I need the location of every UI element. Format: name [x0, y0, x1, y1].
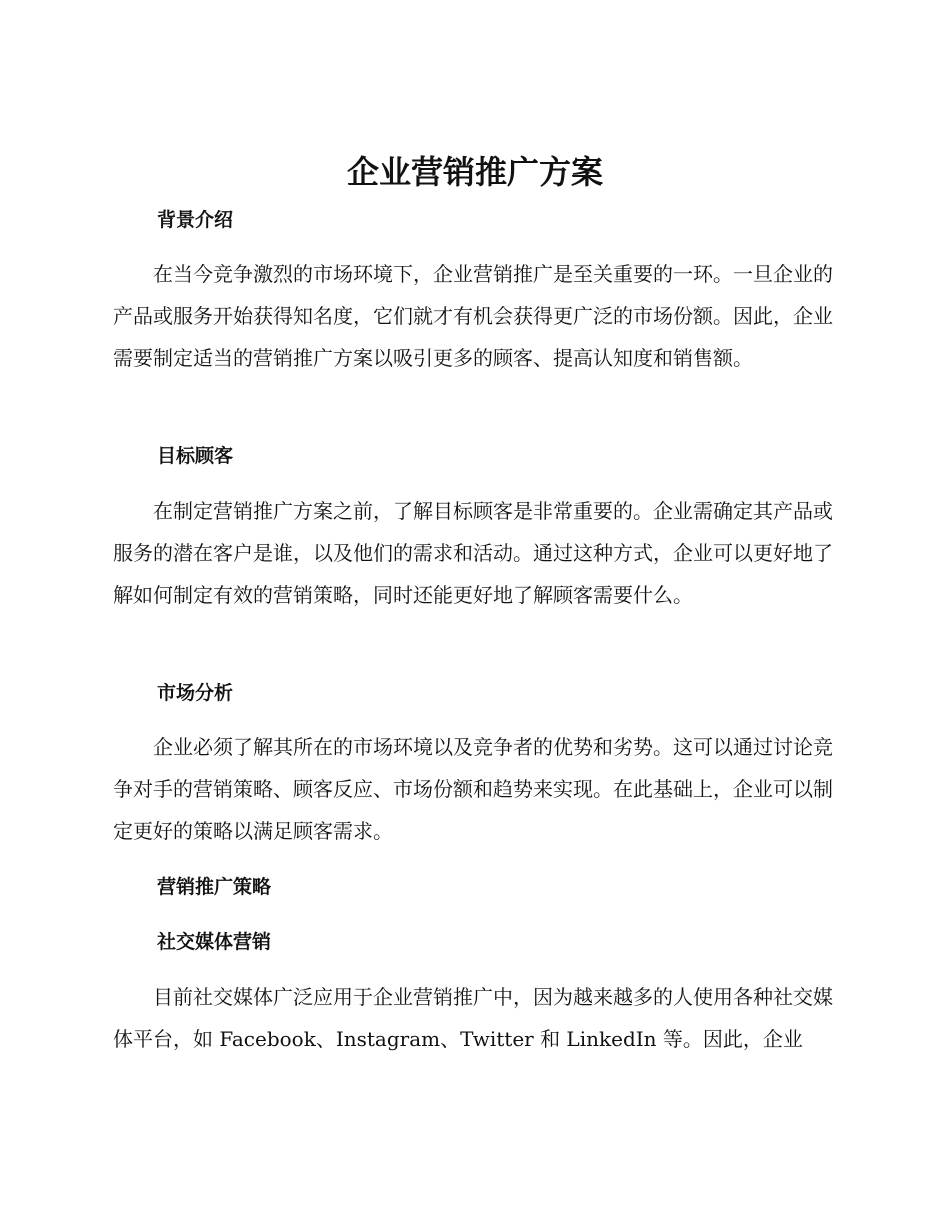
page-title: 企业营销推广方案: [346, 153, 603, 191]
section-paragraph-target-customers: 在制定营销推广方案之前，了解目标顾客是非常重要的。企业需确定其产品或服务的潜在客户是谁，以及他们的需求和活动。通过这种方式，企业可以更好地了解如何制定有效的营销策略，同时还能更好地了解顾客需要什么。: [113, 499, 833, 607]
section-heading-marketing-strategy: 营销推广策略: [157, 876, 272, 898]
section-heading-background: 背景介绍: [157, 209, 234, 231]
section-heading-market-analysis: 市场分析: [157, 682, 234, 704]
section-paragraph-market-analysis: 企业必须了解其所在的市场环境以及竞争者的优势和劣势。这可以通过讨论竞争对手的营销策略、顾客反应、市场份额和趋势来实现。在此基础上，企业可以制定更好的策略以满足顾客需求。: [113, 735, 833, 843]
section-paragraph-social-media: 目前社交媒体广泛应用于企业营销推广中，因为越来越多的人使用各种社交媒体平台，如 Facebook、Instagram、Twitter 和 LinkedIn 等。因此，企业: [113, 985, 833, 1051]
section-heading-target-customers: 目标顾客: [157, 445, 234, 467]
section-heading-social-media: 社交媒体营销: [157, 931, 272, 953]
section-paragraph-background: 在当今竞争激烈的市场环境下，企业营销推广是至关重要的一环。一旦企业的产品或服务开始获得知名度，它们就才有机会获得更广泛的市场份额。因此，企业需要制定适当的营销推广方案以吸引更多的顾客、提高认知度和销售额。: [113, 262, 833, 370]
